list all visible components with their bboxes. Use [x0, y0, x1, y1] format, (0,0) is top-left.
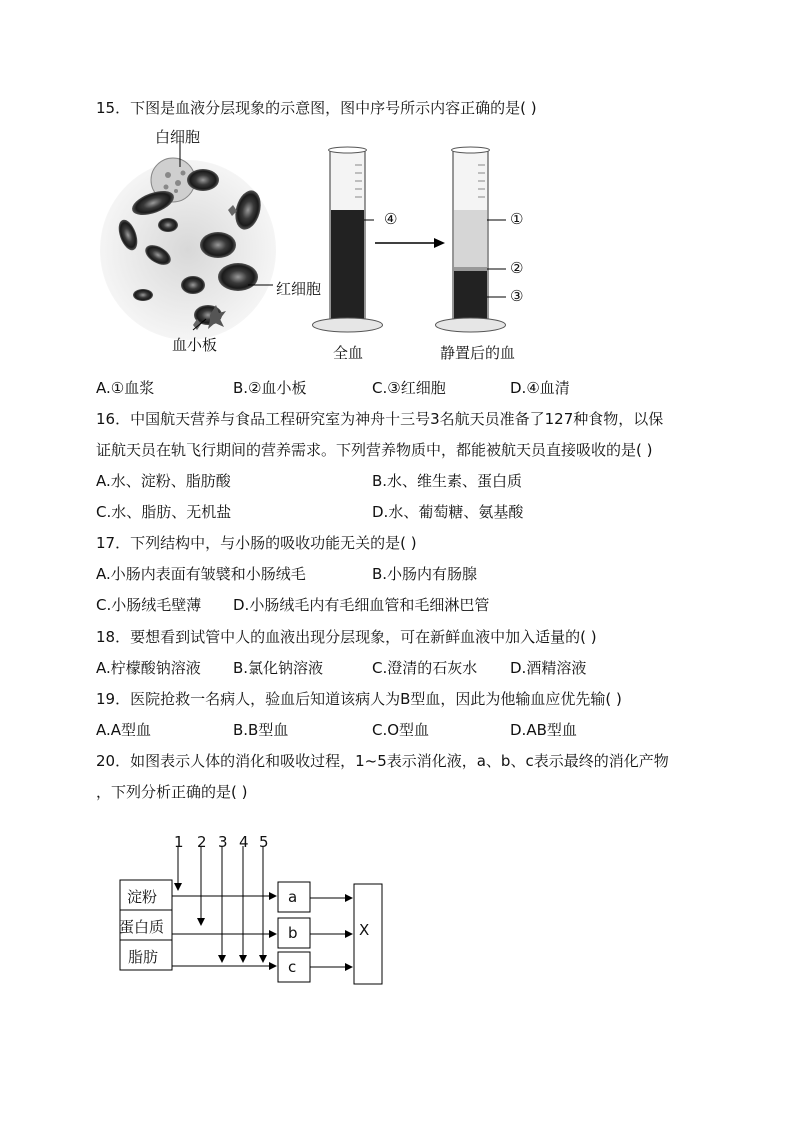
q20-stem-line1: 20．如图表示人体的消化和吸收过程，1~5表示消化液，a、b、c表示最终的消化产物: [96, 752, 669, 770]
juice-number-2: 2: [197, 833, 207, 851]
q16-option-d: D.水、葡萄糖、氨基酸: [372, 503, 524, 521]
q17-stem: 17．下列结构中，与小肠的吸收功能无关的是( ): [96, 534, 417, 552]
q17-option-b: B.小肠内有肠腺: [372, 565, 478, 583]
q18-option-d: D.酒精溶液: [510, 659, 587, 677]
cylinders-illustration: [300, 145, 550, 340]
digestion-diagram-svg: [110, 828, 400, 993]
nutrient-starch: 淀粉: [127, 888, 158, 906]
juice-number-5: 5: [259, 833, 269, 851]
q18-option-c: C.澄清的石灰水: [372, 659, 478, 677]
juice-number-1: 1: [174, 833, 184, 851]
q15-option-a: A.①血浆: [96, 379, 155, 397]
q19-option-c: C.O型血: [372, 721, 430, 739]
digestion-diagram: [110, 828, 400, 993]
q15-option-c: C.③红细胞: [372, 379, 446, 397]
nutrient-protein: 蛋白质: [119, 918, 165, 936]
product-c: c: [288, 958, 297, 976]
q16-option-b: B.水、维生素、蛋白质: [372, 472, 523, 490]
product-b: b: [288, 924, 298, 942]
marker-3: ③: [510, 287, 524, 305]
q19-option-b: B.B型血: [233, 721, 289, 739]
product-a: a: [288, 888, 298, 906]
q16-stem-line1: 16．中国航天营养与食品工程研究室为神舟十三号3名航天员准备了127种食物，以保: [96, 410, 664, 428]
juice-number-3: 3: [218, 833, 228, 851]
settled-blood-cylinder: [436, 147, 507, 332]
q18-option-b: B.氯化钠溶液: [233, 659, 324, 677]
q19-stem: 19．医院抢救一名病人，验血后知道该病人为B型血，因此为他输血应优先输( ): [96, 690, 622, 708]
result-x: X: [359, 921, 370, 939]
q16-stem-line2: 证航天员在轨飞行期间的营养需求。下列营养物质中，都能被航天员直接吸收的是( ): [96, 441, 653, 459]
q17-option-d: D.小肠绒毛内有毛细血管和毛细淋巴管: [233, 596, 490, 614]
marker-2: ②: [510, 259, 524, 277]
q19-option-a: A.A型血: [96, 721, 152, 739]
blood-cells-figure: [98, 125, 278, 360]
label-whole-blood: 全血: [333, 344, 364, 362]
marker-1: ①: [510, 210, 524, 228]
label-platelet: 血小板: [172, 336, 218, 354]
q15-option-b: B.②血小板: [233, 379, 307, 397]
q17-option-c: C.小肠绒毛壁薄: [96, 596, 202, 614]
label-settled-blood: 静置后的血: [440, 344, 516, 362]
label-white-blood-cell: 白细胞: [155, 128, 201, 146]
label-red-blood-cell: 红细胞: [276, 280, 322, 298]
q15-option-d: D.④血清: [510, 379, 570, 397]
q19-option-d: D.AB型血: [510, 721, 577, 739]
q16-option-a: A.水、淀粉、脂肪酸: [96, 472, 231, 490]
cylinders-figure: [300, 145, 550, 340]
marker-4: ④: [384, 210, 398, 228]
q18-stem: 18．要想看到试管中人的血液出现分层现象，可在新鲜血液中加入适量的( ): [96, 628, 597, 646]
nutrient-fat: 脂肪: [128, 948, 159, 966]
q20-stem-line2: ，下列分析正确的是( ): [96, 783, 248, 801]
q16-option-c: C.水、脂肪、无机盐: [96, 503, 232, 521]
q15-stem: 15．下图是血液分层现象的示意图，图中序号所示内容正确的是( ): [96, 99, 537, 117]
q17-option-a: A.小肠内表面有皱襞和小肠绒毛: [96, 565, 306, 583]
juice-number-4: 4: [239, 833, 249, 851]
blood-cells-illustration: [98, 125, 278, 360]
whole-blood-cylinder: [313, 147, 383, 332]
q18-option-a: A.柠檬酸钠溶液: [96, 659, 201, 677]
